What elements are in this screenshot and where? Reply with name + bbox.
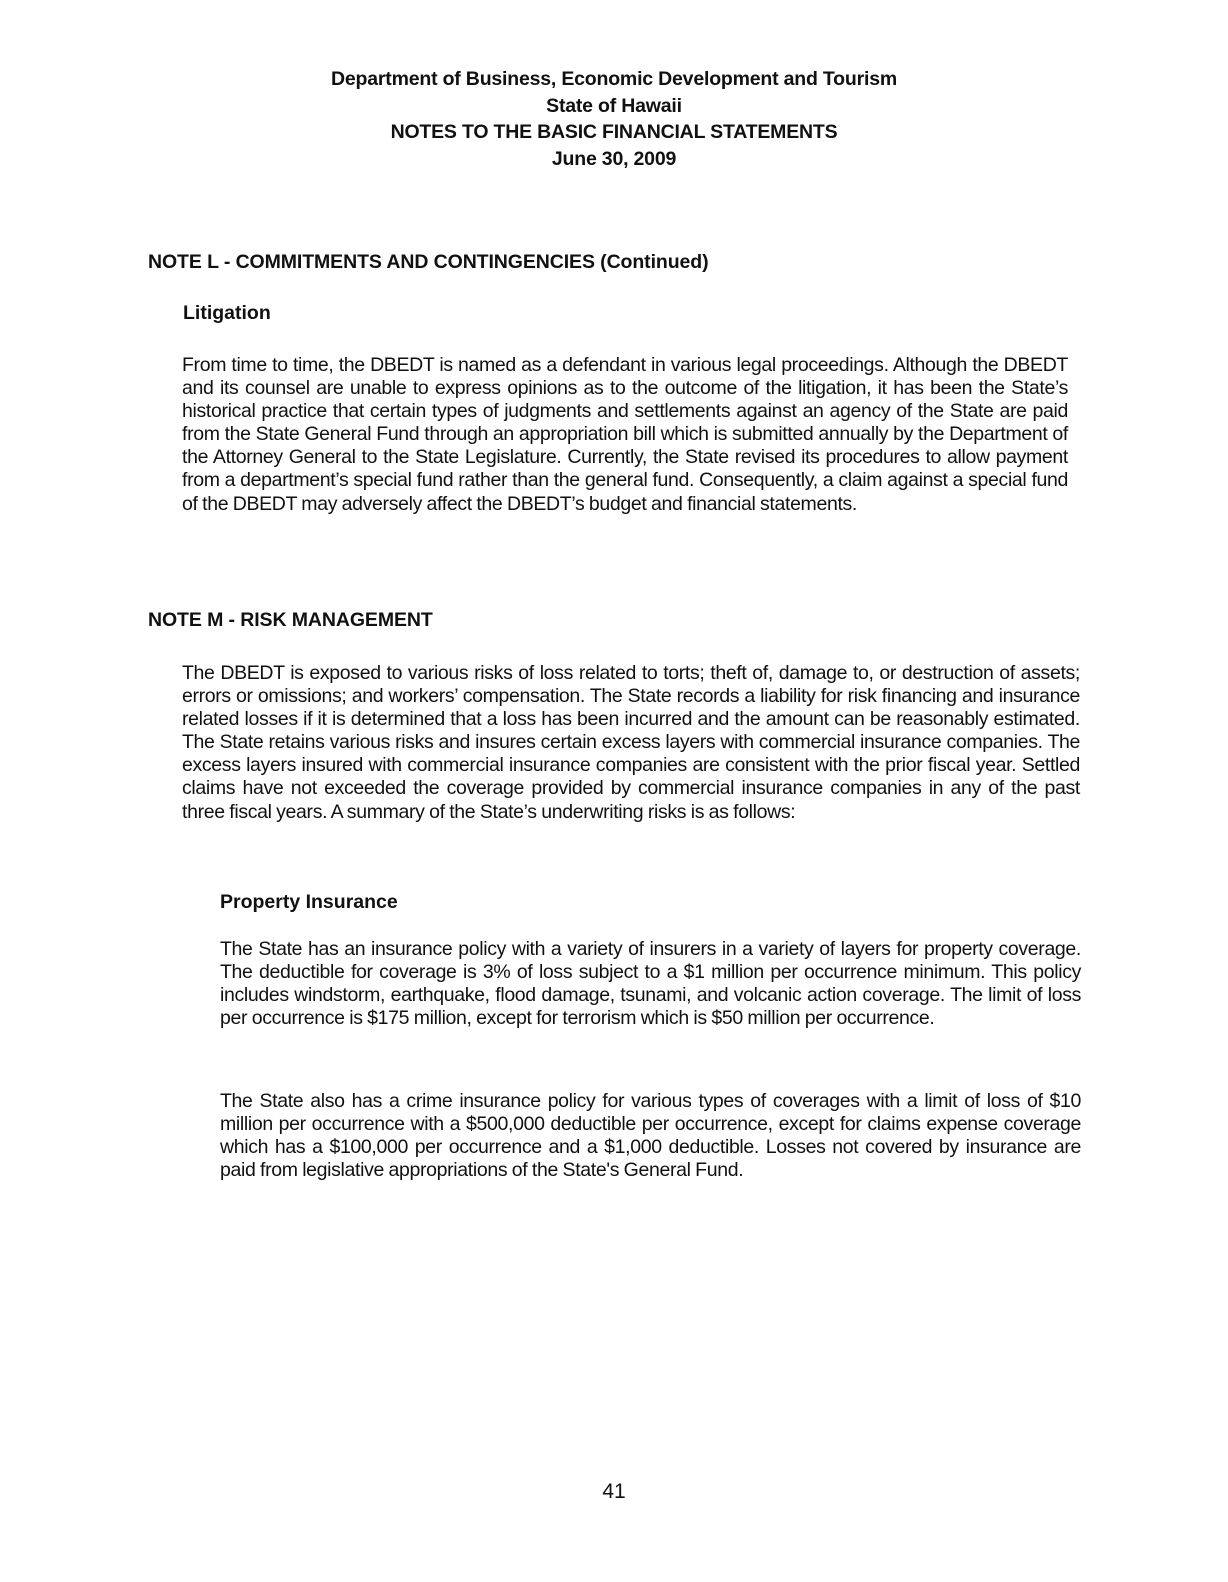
litigation-paragraph: From time to time, the DBEDT is named as a defendant in various legal proceedings. Although the DBEDT and its counsel are unable to express opinions as to the outcome of the litigation, it has been the State’s historical practice that certain types of judgments and settlements against an agency of the State are paid from the State General Fund through an appropriation bill which is submitted annually by the Department of the Attorney General to the State Legislature. Currently, the State revised its procedures to allow payment from a department’s special fund rather than the general fund. Consequently, a claim against a special fund of the DBEDT may adversely affect the DBEDT’s budget and financial statements. <box>182 354 1068 515</box>
property-insurance-paragraph: The State has an insurance policy with a variety of insurers in a variety of layers for property coverage. The deductible for coverage is 3% of loss subject to a $1 million per occurrence minimum. This policy includes windstorm, earthquake, flood damage, tsunami, and volcanic action coverage. The limit of loss per occurrence is $175 million, except for terrorism which is $50 million per occurrence. <box>220 938 1081 1030</box>
note-m-heading: NOTE M - RISK MANAGEMENT <box>148 609 433 631</box>
property-insurance-heading: Property Insurance <box>220 891 398 913</box>
document-header <box>0 66 1228 172</box>
header-state: State of Hawaii <box>546 94 682 117</box>
litigation-heading: Litigation <box>183 302 271 324</box>
header-date: June 30, 2009 <box>551 147 677 170</box>
header-department: Department of Business, Economic Development and Tourism <box>331 68 897 90</box>
crime-insurance-paragraph: The State also has a crime insurance policy for various types of coverages with a limit of loss of $10 million per occurrence with a $500,000 deductible per occurrence, except for claims expense coverage which has a $100,000 per occurrence and a $1,000 deductible. Losses not covered by insurance are paid from legislative appropriations of the State's General Fund. <box>220 1090 1081 1182</box>
header-report-title: NOTES TO THE BASIC FINANCIAL STATEMENTS <box>390 121 838 143</box>
risk-management-paragraph: The DBEDT is exposed to various risks of loss related to torts; theft of, damage to, or destruction of assets; errors or omissions; and workers’ compensation. The State records a liability for risk financing and insurance related losses if it is determined that a loss has been incurred and the amount can be reasonably estimated. The State retains various risks and insures certain excess layers with commercial insurance companies. The excess layers insured with commercial insurance companies are consistent with the prior fiscal year. Settled claims have not exceeded the coverage provided by commercial insurance companies in any of the past three fiscal years. A summary of the State’s underwriting risks is as follows: <box>182 662 1080 823</box>
note-l-heading: NOTE L - COMMITMENTS AND CONTINGENCIES (Continued) <box>148 251 709 273</box>
page-number: 41 <box>602 1480 626 1503</box>
